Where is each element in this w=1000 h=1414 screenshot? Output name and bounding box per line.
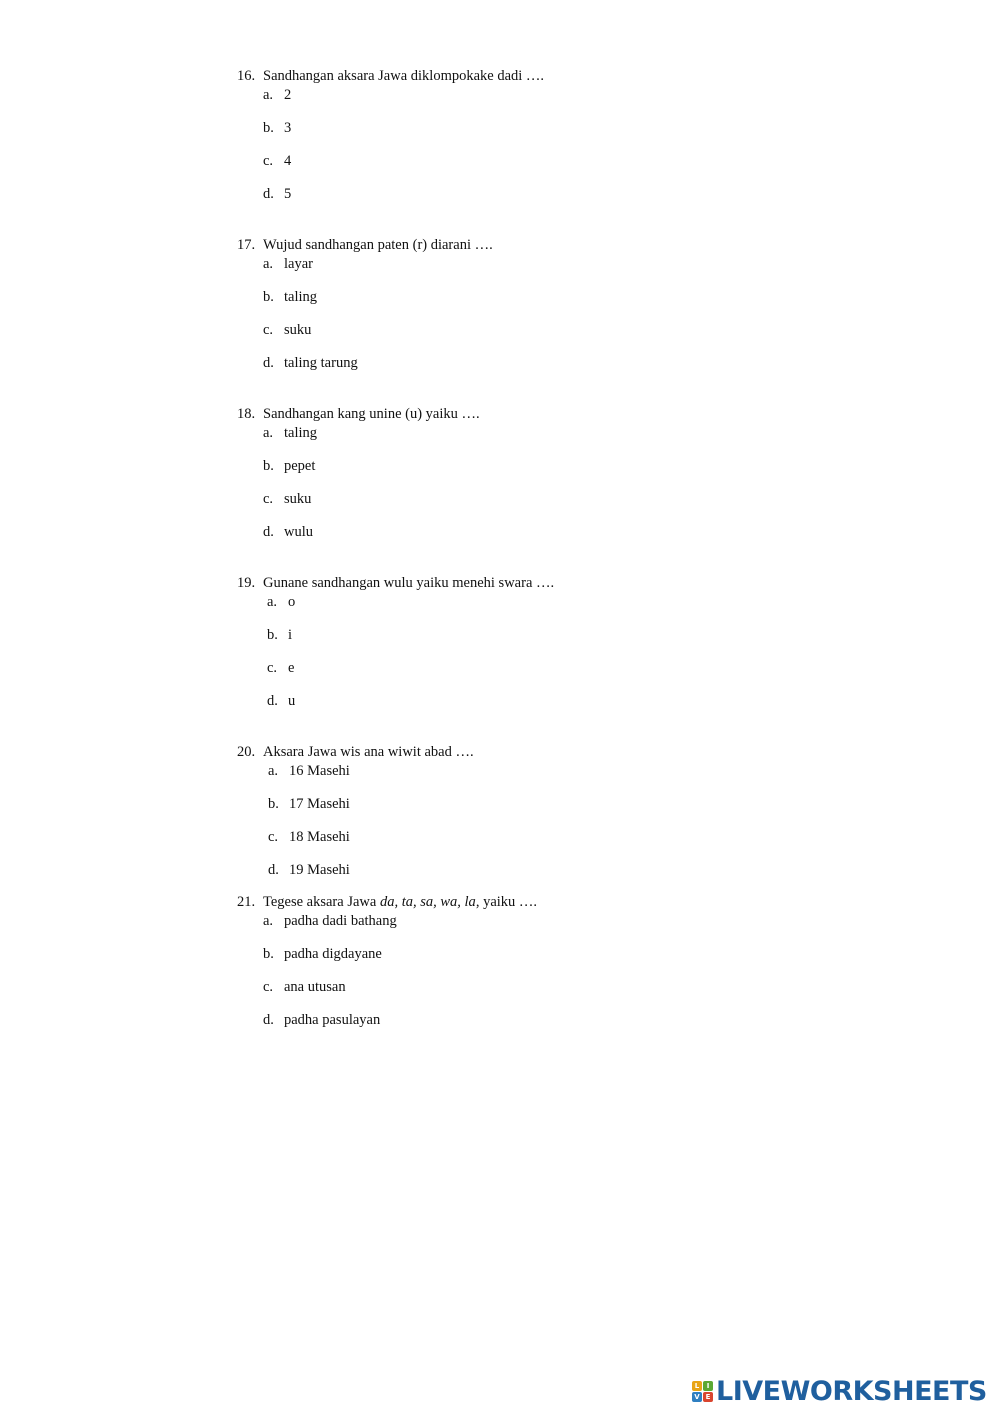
option-letter: d. [263,355,274,371]
logo-mark-tile: V [692,1392,702,1402]
option-d [268,861,350,879]
option-a [263,86,291,104]
question-number: 20. [237,744,256,760]
option-d [263,354,358,372]
option-a [268,762,350,780]
option-text: suku [284,322,312,338]
question-text: Sandhangan aksara Jawa diklompokake dadi …. [263,68,545,84]
option-letter: c. [263,979,274,995]
option-text: u [288,693,296,709]
option-c [267,659,294,677]
option-letter: d. [267,693,278,709]
option-text: 18 Masehi [289,829,350,845]
option-d [263,1011,380,1029]
liveworksheets-logo-icon [692,1381,713,1402]
option-text: wulu [284,524,313,540]
option-letter: b. [263,946,274,962]
option-letter: d. [263,1012,274,1028]
option-text: pepet [284,458,316,474]
question-text-prefix: Tegese aksara Jawa [263,894,380,910]
option-text: taling [284,289,318,305]
option-text: 16 Masehi [289,763,350,779]
option-letter: b. [263,458,274,474]
option-text: padha digdayane [284,946,382,962]
question-text: Sandhangan kang unine (u) yaiku …. [263,406,480,422]
logo-mark-tile: E [703,1392,713,1402]
option-letter: c. [268,829,279,845]
option-d [263,185,291,203]
option-b [268,795,350,813]
option-a [263,255,313,273]
option-c [263,152,291,170]
question-21-stem [237,893,537,911]
option-b [263,119,291,137]
option-c [263,490,311,508]
option-d [267,692,295,710]
question-text-italic: da, ta, sa, wa, la [379,894,476,910]
option-a [267,593,295,611]
option-text: taling [284,425,318,441]
logo-mark-tile: L [692,1381,702,1391]
option-letter: d. [263,524,274,540]
option-letter: d. [263,186,274,202]
option-letter: d. [268,862,279,878]
option-text: 3 [284,120,292,136]
option-letter: a. [263,87,274,103]
question-number: 21. [237,894,256,910]
option-text: padha dadi bathang [284,913,397,929]
option-text: ana utusan [284,979,346,995]
option-c [263,321,311,339]
option-b [263,457,315,475]
option-d [263,523,313,541]
option-letter: c. [267,660,278,676]
option-letter: c. [263,153,274,169]
option-text: 17 Masehi [289,796,350,812]
question-20-stem [237,743,474,761]
option-text: suku [284,491,312,507]
option-text: taling tarung [284,355,358,371]
option-text: 2 [284,87,292,103]
option-text: e [288,660,295,676]
question-number: 18. [237,406,256,422]
question-number: 19. [237,575,256,591]
question-text-suffix: , yaiku …. [475,894,538,910]
option-b [267,626,292,644]
question-17-stem [237,236,493,254]
logo-text: LIVEWORKSHEETS [716,1375,987,1407]
option-letter: b. [263,120,274,136]
option-letter: a. [268,763,279,779]
option-a [263,424,317,442]
option-text: o [288,594,296,610]
option-a [263,912,397,930]
option-letter: c. [263,322,274,338]
option-c [268,828,350,846]
option-letter: b. [267,627,278,643]
option-letter: a. [263,256,274,272]
logo-mark-tile: I [703,1381,713,1391]
option-text: 5 [284,186,292,202]
option-text: layar [284,256,313,272]
option-letter: a. [263,913,274,929]
question-16-stem [237,67,544,85]
option-letter: a. [267,594,278,610]
option-text: padha pasulayan [284,1012,381,1028]
liveworksheets-logo [692,1374,987,1408]
question-18-stem [237,405,480,423]
option-b [263,945,382,963]
option-letter: b. [268,796,279,812]
option-text: i [288,627,293,643]
option-letter: a. [263,425,274,441]
option-text: 19 Masehi [289,862,350,878]
question-text: Aksara Jawa wis ana wiwit abad …. [263,744,474,760]
option-text: 4 [284,153,292,169]
option-c [263,978,346,996]
question-19-stem [237,574,554,592]
question-text: Wujud sandhangan paten (r) diarani …. [263,237,493,253]
question-number: 16. [237,68,256,84]
question-number: 17. [237,237,256,253]
option-b [263,288,317,306]
option-letter: c. [263,491,274,507]
option-letter: b. [263,289,274,305]
question-text: Gunane sandhangan wulu yaiku menehi swara …. [263,575,555,591]
